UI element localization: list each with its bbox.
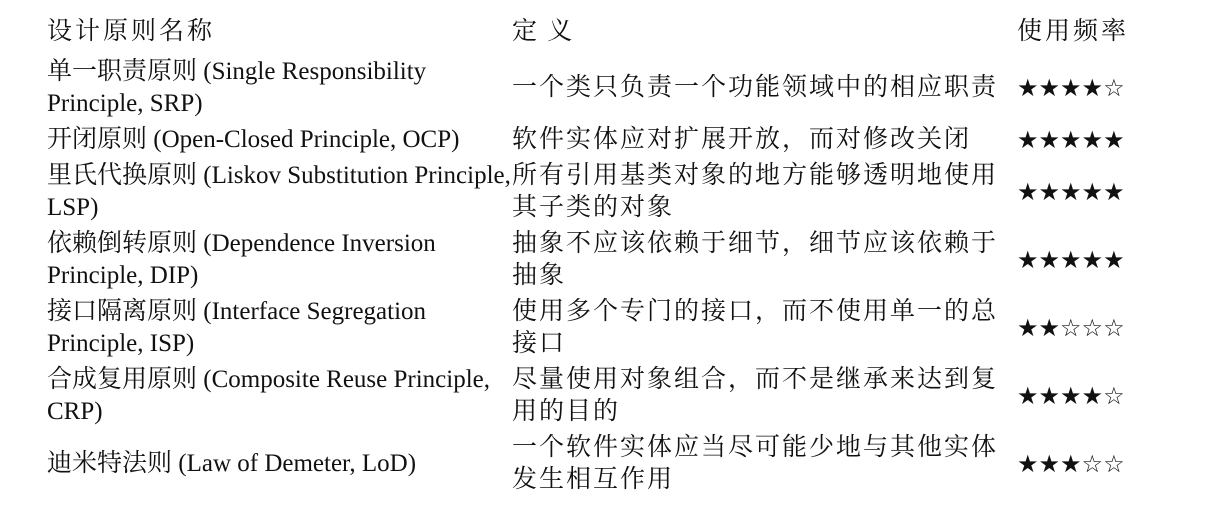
- frequency-rating: ★★☆☆☆: [1017, 314, 1125, 342]
- principle-name: 单一职责原则 (Single Responsibility Principle, SRP): [47, 58, 427, 117]
- principle-definition: 软件实体应对扩展开放，而对修改关闭: [512, 126, 972, 153]
- principle-name: 接口隔离原则 (Interface Segregation Principle, ISP): [47, 298, 427, 357]
- frequency-rating: ★★★★★: [1017, 126, 1125, 154]
- header-name: 设计原则名称: [47, 18, 216, 45]
- header-definition: 定 义: [512, 18, 575, 45]
- principle-name: 里氏代换原则 (Liskov Substitution Principle, LSP): [47, 162, 511, 221]
- principle-name: 开闭原则 (Open-Closed Principle, OCP): [47, 126, 460, 153]
- frequency-rating: ★★★★☆: [1017, 382, 1125, 410]
- principle-name: 依赖倒转原则 (Dependence Inversion Principle, DIP): [47, 230, 436, 289]
- principle-definition: 使用多个专门的接口，而不使用单一的总接口: [512, 298, 999, 357]
- principle-definition: 所有引用基类对象的地方能够透明地使用其子类的对象: [512, 162, 999, 221]
- principle-definition: 尽量使用对象组合，而不是继承来达到复用的目的: [512, 366, 999, 425]
- frequency-rating: ★★★★☆: [1017, 74, 1125, 102]
- design-principles-table: [47, 16, 1157, 496]
- header-frequency: 使用频率: [1017, 18, 1130, 45]
- principle-name: 合成复用原则 (Composite Reuse Principle, CRP): [47, 366, 491, 425]
- principle-definition: 一个软件实体应当尽可能少地与其他实体发生相互作用: [512, 434, 999, 493]
- principle-name: 迪米特法则 (Law of Demeter, LoD): [47, 450, 417, 477]
- frequency-rating: ★★★☆☆: [1017, 450, 1125, 478]
- principle-definition: 一个类只负责一个功能领域中的相应职责: [512, 74, 999, 101]
- frequency-rating: ★★★★★: [1017, 178, 1125, 206]
- principle-definition: 抽象不应该依赖于细节，细节应该依赖于抽象: [512, 230, 999, 289]
- frequency-rating: ★★★★★: [1017, 246, 1125, 274]
